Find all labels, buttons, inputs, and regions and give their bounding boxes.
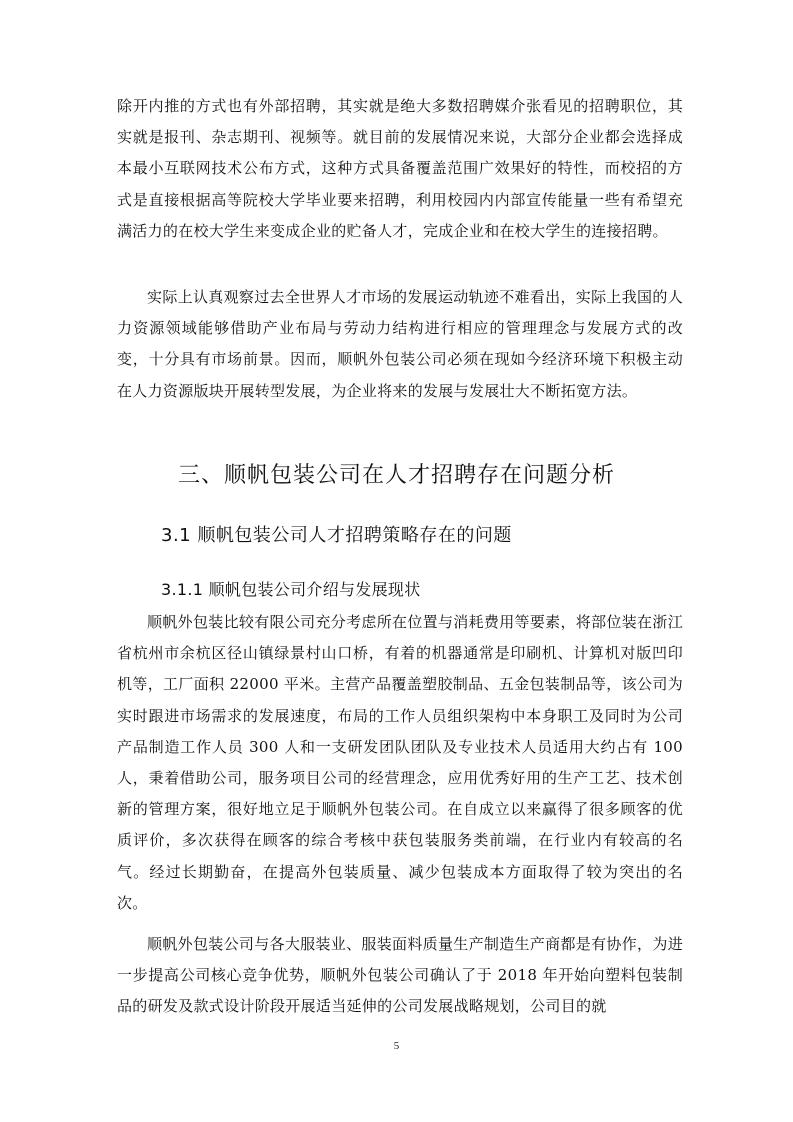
subsection-heading: 3.1 顺帆包装公司人才招聘策略存在的问题 xyxy=(161,525,512,546)
paragraph-market-observation: 实际上认真观察过去全世界人才市场的发展运动轨迹不难看出，实际上我国的人力资源领域能够借助产业布局与劳动力结构进行相应的管理理念与发展方式的改变，十分具有市场前景。因而，顺帆外包装公司必须在现如今经济环境下积极主动在人力资源版块开展转型发展，为企业将来的发展与发展壮大不断拓宽方法。 xyxy=(117,288,683,400)
subsubsection-heading: 3.1.1 顺帆包装公司介绍与发展现状 xyxy=(161,580,421,599)
paragraph-company-introduction: 顺帆外包装比较有限公司充分考虑所在位置与消耗费用等要素，将部位装在浙江省杭州市余杭区径山镇绿景村山口桥，有着的机器通常是印刷机、计算机对版凹印机等，工厂面积 22000 平米。主营产品覆盖塑胶制品、五金包装制品等，该公司为实时跟进市场需求的发展速度，布局的工作人员组织架构中本身职工及同时为公司产品制造工作人员 300 人和一支研发团队团队及专业技术人员适用大约占有 100 人，秉着借助公司，服务项目公司的经营理念，应用优秀好用的生产工艺、技术创新的管理方案，很好地立足于顺帆外包装公司。在自成立以来赢得了很多顾客的优质评价，多次获得在顾客的综合考核中获包装服务类前端，在行业内有较高的名气。经过长期勤奋，在提高外包装质量、减少包装成本方面取得了较为突出的名次。 xyxy=(117,613,683,912)
page-number: 5 xyxy=(393,1040,400,1052)
paragraph-company-strategy: 顺帆外包装公司与各大服装业、服装面料质量生产制造生产商都是有协作，为进一步提高公司核心竞争优势，顺帆外包装公司确认了于 2018 年开始向塑料包装制品的研发及款式设计阶段开展适当延伸的公司发展战略规划，公司目的就 xyxy=(117,935,683,1016)
paragraph-continued: 除开内推的方式也有外部招聘，其实就是绝大多数招聘媒介张看见的招聘职位，其实就是报刊、杂志期刊、视频等。就目前的发展情况来说，大部分企业都会选择成本最小互联网技术公布方式，这种方式具备覆盖范围广效果好的特性，而校招的方式是直接根据高等院校大学毕业要来招聘，利用校园内内部宣传能量一些有希望充满活力的在校大学生来变成企业的贮备人才，完成企业和在校大学生的连接招聘。 xyxy=(117,97,683,240)
section-heading: 三、顺帆包装公司在人才招聘存在问题分析 xyxy=(177,463,615,488)
